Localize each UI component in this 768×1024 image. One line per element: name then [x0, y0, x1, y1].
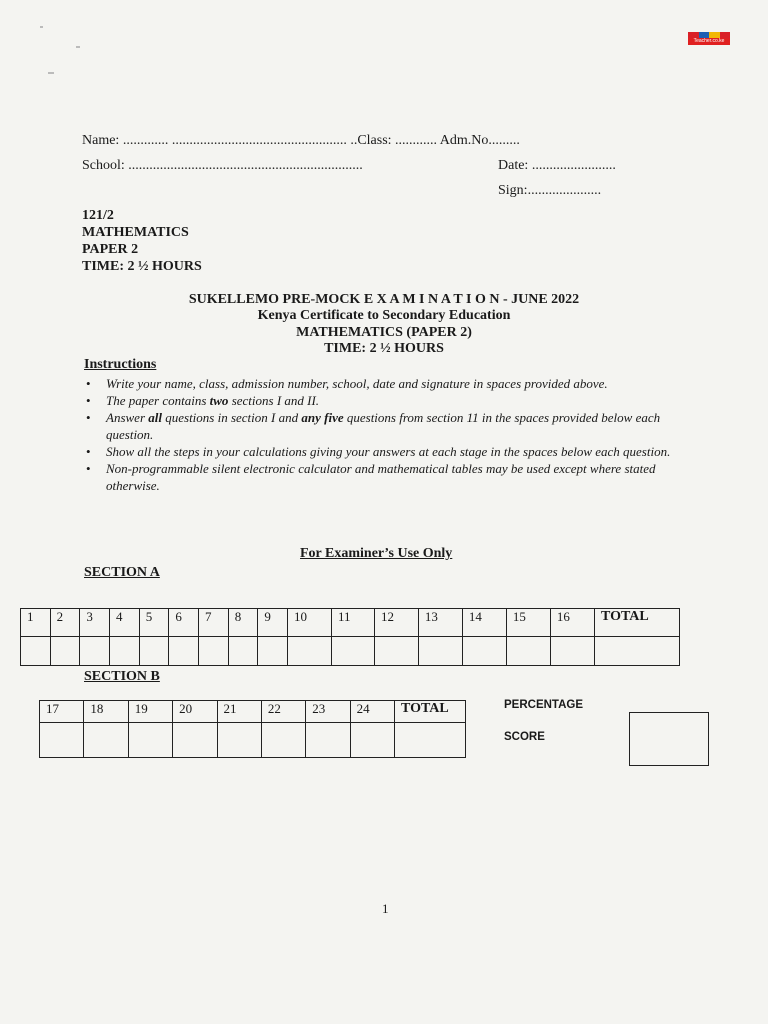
score-box[interactable]: [629, 712, 709, 766]
section-b-score-cell[interactable]: [350, 723, 394, 758]
section-a-header-cell: 2: [50, 609, 80, 637]
instructions-list: [86, 375, 686, 494]
scan-speck: [40, 26, 43, 28]
scan-speck: [48, 72, 54, 74]
paper-code: 121/2: [82, 208, 114, 223]
section-a-header-cell: 3: [80, 609, 110, 637]
section-a-header-cell: 1: [21, 609, 51, 637]
section-b-score-cell[interactable]: [217, 723, 261, 758]
section-a-header-cell: 11: [332, 609, 375, 637]
section-b-score-cell[interactable]: [40, 723, 84, 758]
date-line: Date: ........................: [498, 158, 616, 173]
section-a-total-header: TOTAL: [595, 609, 680, 637]
section-a-score-cell[interactable]: [50, 637, 80, 666]
section-b-total-cell[interactable]: [395, 723, 466, 758]
section-a-score-cell[interactable]: [80, 637, 110, 666]
paper-time: TIME: 2 ½ HOURS: [82, 259, 202, 274]
paper-number: PAPER 2: [82, 242, 139, 257]
section-a-score-cell[interactable]: [418, 637, 462, 666]
section-b-table: [39, 700, 466, 758]
section-b-score-cell[interactable]: [261, 723, 305, 758]
section-b-header-cell: 20: [173, 701, 217, 723]
section-b-header-cell: 23: [306, 701, 350, 723]
section-a-header-cell: 7: [199, 609, 229, 637]
section-b-header-cell: 19: [128, 701, 172, 723]
section-a-heading: SECTION A: [84, 565, 160, 580]
instructions-heading: Instructions: [84, 357, 157, 372]
section-b-header-cell: 22: [261, 701, 305, 723]
scan-speck: [76, 46, 80, 48]
section-b-score-cell[interactable]: [306, 723, 350, 758]
instruction-item: • Answer all questions in section I and any five questions from section 11 in the spaces provided below each question.: [106, 409, 686, 443]
section-a-score-cell[interactable]: [139, 637, 169, 666]
section-a-score-cell[interactable]: [332, 637, 375, 666]
section-b-score-cell[interactable]: [173, 723, 217, 758]
name-class-adm-line: Name: ............. .................................................. ..Class: ............ Adm.No.........: [82, 133, 520, 148]
section-a-header-cell: 13: [418, 609, 462, 637]
logo-text: Teacher.co.ke: [688, 38, 730, 45]
score-label: SCORE: [504, 731, 545, 743]
section-a-header-cell: 8: [228, 609, 258, 637]
section-b-header-cell: 21: [217, 701, 261, 723]
section-a-header-cell: 16: [550, 609, 594, 637]
section-a-score-cell[interactable]: [506, 637, 550, 666]
exam-title: SUKELLEMO PRE-MOCK E X A M I N A T I O N - JUNE 2022: [188, 292, 580, 307]
exam-certificate: Kenya Certificate to Secondary Education: [257, 308, 511, 323]
sign-line: Sign:.....................: [498, 183, 602, 198]
section-a-header-cell: 10: [288, 609, 332, 637]
school-line: School: ...................................................................: [82, 158, 363, 173]
section-a-score-cell[interactable]: [228, 637, 258, 666]
section-b-score-cell[interactable]: [84, 723, 128, 758]
section-b-header-cell: 17: [40, 701, 84, 723]
section-a-header-cell: 6: [169, 609, 199, 637]
section-a-header-cell: 5: [139, 609, 169, 637]
section-b-score-cell[interactable]: [128, 723, 172, 758]
instruction-item: • Non-programmable silent electronic calculator and mathematical tables may be used except where stated otherwise.: [106, 460, 686, 494]
section-a-total-cell[interactable]: [595, 637, 680, 666]
page-number: 1: [382, 901, 389, 916]
section-b-header-cell: 18: [84, 701, 128, 723]
section-b-header-cell: 24: [350, 701, 394, 723]
instruction-item: • The paper contains two sections I and II.: [106, 392, 686, 409]
section-a-header-cell: 15: [506, 609, 550, 637]
instruction-item: • Show all the steps in your calculations giving your answers at each stage in the spaces below each question.: [106, 443, 686, 460]
section-a-score-cell[interactable]: [21, 637, 51, 666]
section-a-score-cell[interactable]: [288, 637, 332, 666]
section-b-total-header: TOTAL: [395, 701, 466, 723]
section-a-header-cell: 4: [110, 609, 140, 637]
instruction-item: • Write your name, class, admission number, school, date and signature in spaces provided above.: [106, 375, 686, 392]
section-a-score-cell[interactable]: [374, 637, 418, 666]
exam-time: TIME: 2 ½ HOURS: [324, 341, 444, 356]
section-a-score-cell[interactable]: [462, 637, 506, 666]
section-a-score-cell[interactable]: [110, 637, 140, 666]
teacher-co-ke-logo: [688, 32, 730, 45]
section-a-score-cell[interactable]: [169, 637, 199, 666]
section-a-score-cell[interactable]: [199, 637, 229, 666]
percentage-label: PERCENTAGE: [504, 699, 584, 711]
section-b-heading: SECTION B: [84, 669, 160, 684]
paper-subject: MATHEMATICS: [82, 225, 189, 240]
section-a-table: [20, 608, 680, 666]
section-a-header-cell: 12: [374, 609, 418, 637]
exam-subject: MATHEMATICS (PAPER 2): [296, 325, 472, 340]
section-a-header-cell: 9: [258, 609, 288, 637]
section-a-header-cell: 14: [462, 609, 506, 637]
examiner-use-heading: For Examiner’s Use Only: [300, 546, 453, 561]
section-a-score-cell[interactable]: [550, 637, 594, 666]
section-a-score-cell[interactable]: [258, 637, 288, 666]
